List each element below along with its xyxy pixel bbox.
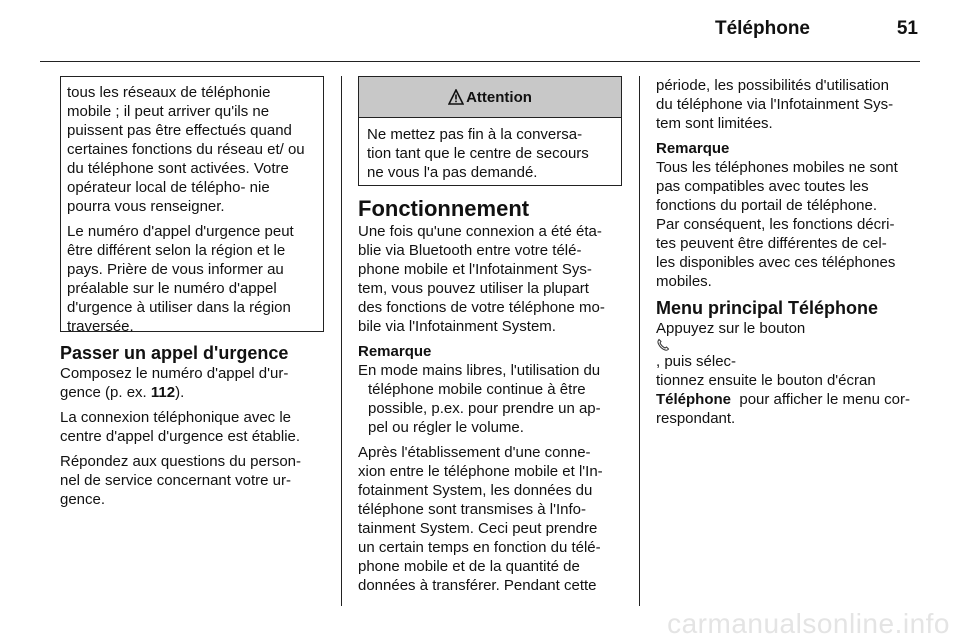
attention-title: Attention xyxy=(466,88,532,106)
info-box-paragraph-2: Le numéro d'appel d'urgence peut être différent selon la région et le pays. Prière de vous informer au préalable sur le numéro d'appel d'urgence à utiliser dans la région traversée. xyxy=(67,223,294,335)
note-compatibility: Remarque Tous les téléphones mobiles ne sont pas compatibles avec toutes les fonctions du portail de téléphone. Par conséquent, les fonctions décri- tes peuvent être différentes de cel- les disponibles avec ces téléphones mobiles. xyxy=(656,139,926,291)
warning-triangle-icon xyxy=(448,89,464,105)
info-box-paragraph-1: tous les réseaux de téléphonie mobile ; il peut arriver qu'ils ne puissent pas être effectués quand certaines fonctions du réseau et/ ou du téléphone sont activées. Votre opérateur local de télépho- nie pourra vous renseigner. xyxy=(67,84,305,215)
note-handsfree: Remarque En mode mains libres, l'utilisation du téléphone mobile continue à être possible, p.ex. pour prendre un ap- pel ou régler le volume. xyxy=(358,342,628,437)
paragraph-answer: Répondez aux questions du person- nel de service concernant votre ur- gence. xyxy=(60,453,301,508)
attention-header xyxy=(359,77,621,118)
paragraph-after-connection: Après l'établissement d'une conne- xion entre le téléphone mobile et l'In- fotainment System, les données du téléphone sont transmises à l'Info- tainment System. Ceci peut prendre un certain temps en fonction du télé- phone mobile et de la quantité de données à transférer. Pendant cette xyxy=(358,444,603,594)
note-label: Remarque xyxy=(358,343,432,360)
info-box xyxy=(60,76,324,335)
section-heading-operation: Fonctionnement xyxy=(358,196,530,221)
section-heading-main-menu: Menu principal Téléphone xyxy=(656,298,879,318)
paragraph-connection: La connexion téléphonique avec le centre d'appel d'urgence est établie. xyxy=(60,409,301,445)
paragraph-dial: Composez le numéro d'appel d'ur- gence (p. ex. 112). xyxy=(60,365,289,401)
column-1-body xyxy=(60,342,330,515)
note-label: Remarque xyxy=(656,140,730,157)
column-divider-2 xyxy=(639,76,640,606)
column-3-body xyxy=(656,76,926,434)
header-rule xyxy=(40,61,920,62)
paragraph-period: période, les possibilités d'utilisation du téléphone via l'Infotainment Sys- tem sont limitées. xyxy=(656,77,894,132)
attention-text: Ne mettez pas fin à la conversa- tion tant que le centre de secours ne vous l'a pas demandé. xyxy=(367,126,589,181)
paragraph-main-menu: Appuyez sur le bouton , puis sélec- tionnez ensuite le bouton d'écran Téléphone pour afficher le menu cor- respondant. xyxy=(656,320,910,427)
column-2-body xyxy=(358,196,628,601)
page-title: Téléphone xyxy=(714,18,810,39)
section-heading-emergency: Passer un appel d'urgence xyxy=(60,343,289,363)
phone-icon xyxy=(656,338,670,352)
page-number: 51 xyxy=(896,18,918,39)
watermark: carmanualsonline.info xyxy=(667,608,950,639)
paragraph-operation: Une fois qu'une connexion a été éta- blie via Bluetooth entre votre télé- phone mobile et l'Infotainment Sys- tem, vous pouvez utiliser la plupart des fonctions de votre téléphone mo- bile via l'Infotainment System. xyxy=(358,223,605,335)
column-divider-1 xyxy=(341,76,342,606)
attention-box xyxy=(358,76,622,186)
